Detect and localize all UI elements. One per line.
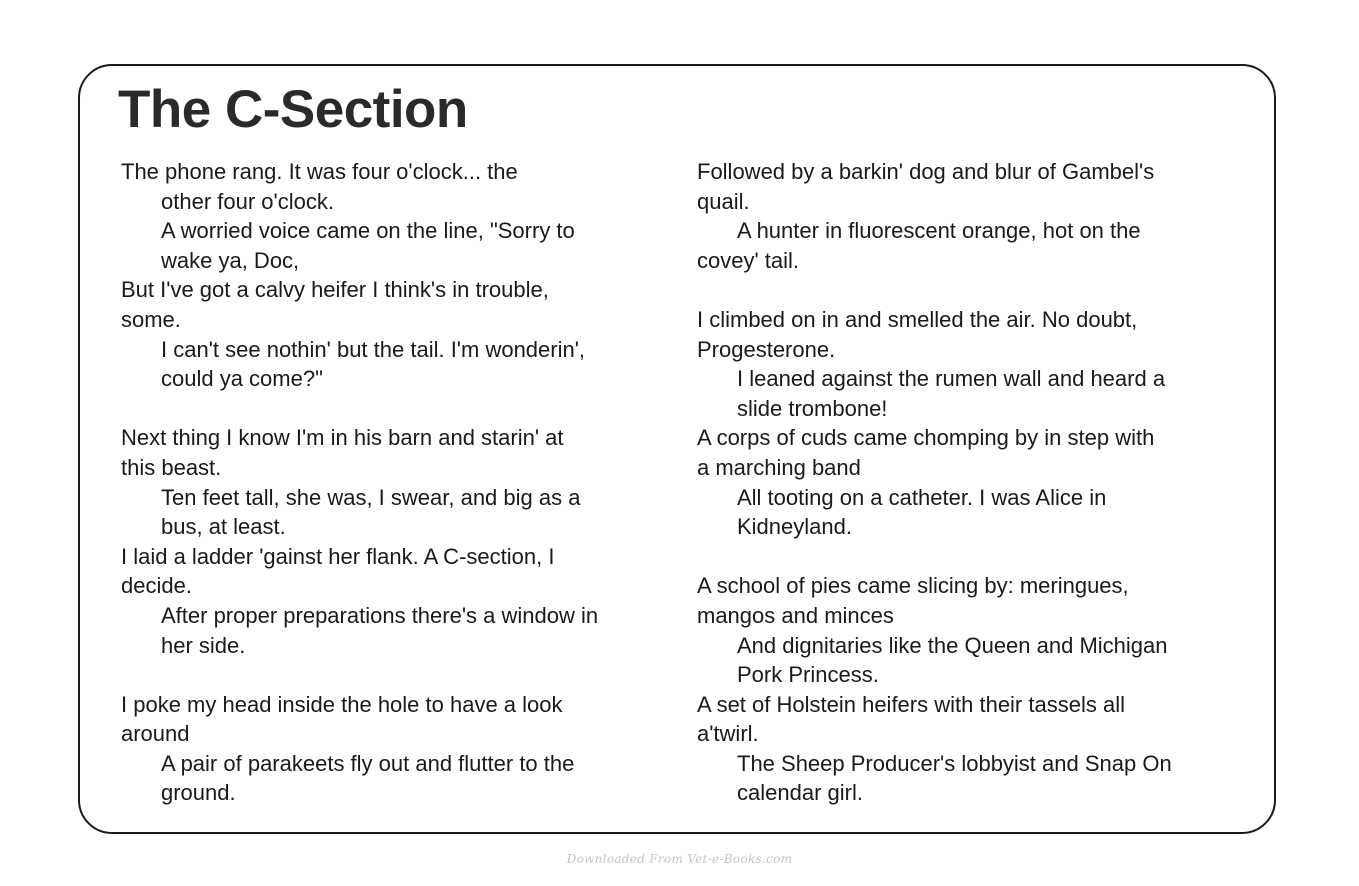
left-verse-line: A worried voice came on the line, "Sorry to xyxy=(161,218,575,244)
right-verse-line: All tooting on a catheter. I was Alice in xyxy=(737,484,1107,510)
left-verse-line: this beast. xyxy=(121,454,222,480)
left-verse-line: other four o'clock. xyxy=(161,188,334,214)
right-verse-line: quail. xyxy=(697,188,750,214)
left-verse-line: her side. xyxy=(161,632,246,658)
right-verse-line: Kidneyland. xyxy=(737,514,852,540)
right-verse-line: mangos and minces xyxy=(697,602,894,628)
poem-column-right xyxy=(697,157,1242,808)
right-verse-line: The Sheep Producer's lobbyist and Snap On xyxy=(737,750,1172,776)
right-verse-line: A hunter in fluorescent orange, hot on the xyxy=(737,218,1141,244)
right-verse-line: I climbed on in and smelled the air. No doubt, xyxy=(697,306,1138,332)
right-verse-line: A school of pies came slicing by: meringues, xyxy=(697,573,1129,599)
left-verse-line: bus, at least. xyxy=(161,514,286,540)
poem-title: The C-Section xyxy=(118,80,468,139)
left-verse-line: I can't see nothin' but the tail. I'm wonderin', xyxy=(161,336,586,362)
left-verse-line: decide. xyxy=(121,573,192,599)
left-verse-line: Ten feet tall, she was, I swear, and big as a xyxy=(161,484,581,510)
right-verse-line: And dignitaries like the Queen and Michigan xyxy=(737,632,1168,658)
right-verse-line: a'twirl. xyxy=(697,721,759,747)
left-verse-line: After proper preparations there's a window in xyxy=(161,602,599,628)
left-stanza-gap xyxy=(121,394,666,424)
right-verse-line: Progesterone. xyxy=(697,336,836,362)
right-verse-line: slide trombone! xyxy=(737,395,888,421)
left-verse-line: could ya come?" xyxy=(161,366,323,392)
left-verse-line: I poke my head inside the hole to have a look xyxy=(121,691,563,717)
right-verse-line: a marching band xyxy=(697,454,861,480)
left-verse-line: some. xyxy=(121,306,181,332)
right-verse-line: Pork Princess. xyxy=(737,662,879,688)
right-stanza-gap xyxy=(697,542,1242,572)
right-stanza-gap xyxy=(697,275,1242,305)
right-verse-line: covey' tail. xyxy=(697,247,800,273)
left-verse-line: around xyxy=(121,721,190,747)
left-verse-line: But I've got a calvy heifer I think's in trouble, xyxy=(121,277,549,303)
left-verse-line: wake ya, Doc, xyxy=(161,247,300,273)
left-stanza-gap xyxy=(121,660,666,690)
right-verse-line: Followed by a barkin' dog and blur of Gambel's xyxy=(697,159,1155,184)
left-verse-line: The phone rang. It was four o'clock... the xyxy=(121,159,518,184)
left-verse-line: I laid a ladder 'gainst her flank. A C-section, I xyxy=(121,543,555,569)
left-verse-line: Next thing I know I'm in his barn and starin' at xyxy=(121,425,564,451)
left-verse-line: ground. xyxy=(161,780,236,806)
right-verse-line: A corps of cuds came chomping by in step with xyxy=(697,425,1155,451)
right-verse-line: A set of Holstein heifers with their tassels all xyxy=(697,691,1125,717)
right-verse-line: I leaned against the rumen wall and heard a xyxy=(737,366,1166,392)
poem-column-left xyxy=(121,157,666,808)
right-verse-line: calendar girl. xyxy=(737,780,863,806)
download-watermark: Downloaded From Vet-e-Books.com xyxy=(566,852,793,866)
left-verse-line: A pair of parakeets fly out and flutter to the xyxy=(161,750,575,776)
